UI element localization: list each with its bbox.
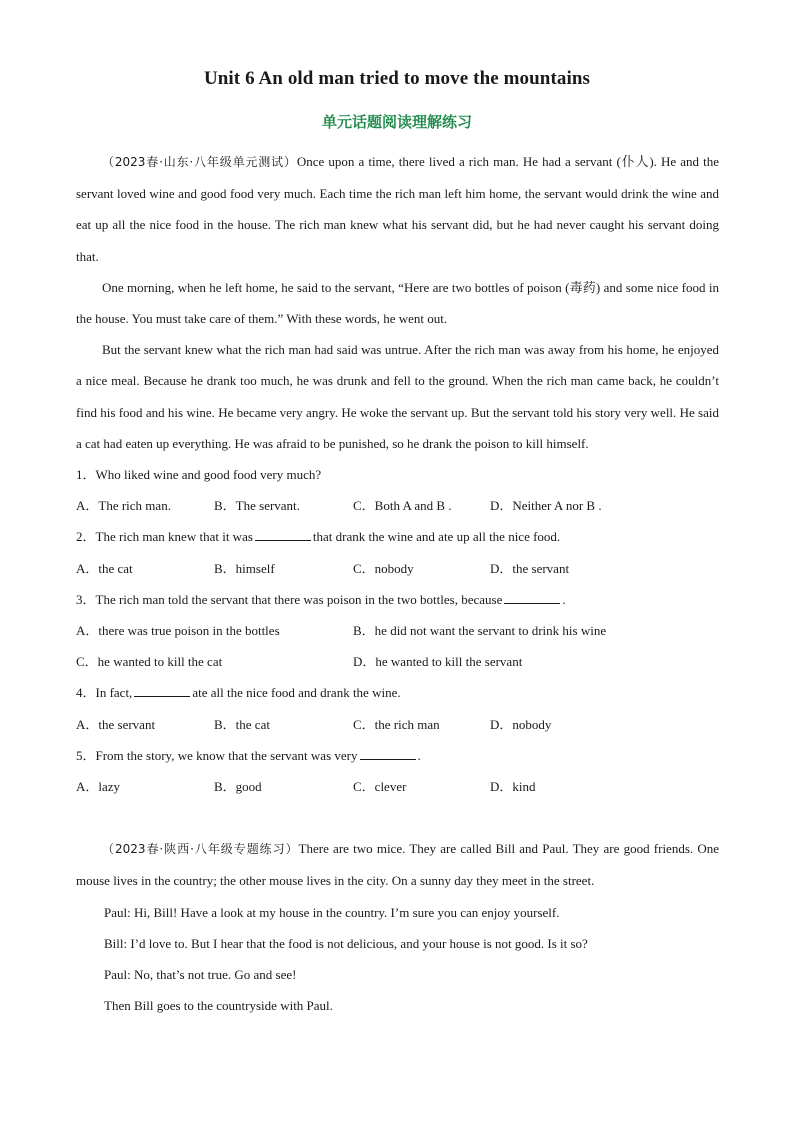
question-3-options-row-2 bbox=[76, 646, 719, 677]
question-2-option-a[interactable]: A．the cat bbox=[76, 560, 133, 576]
question-3-text-before: 3．The rich man told the servant that there was poison in the two bottles, because bbox=[76, 591, 503, 607]
question-4 bbox=[76, 677, 719, 708]
question-2-text-before: 2．The rich man knew that it was bbox=[76, 529, 253, 545]
passage1-text-1: Once upon a time, there lived a rich man. He had a servant (仆人). He and the servant loved wine and good food very much. Each time the rich man left him home, the servant would drink the wine and eat up all the nice food in the house. The rich man knew what his servant did, but he had never caught his servant doing that. bbox=[76, 154, 719, 264]
question-1-text: 1．Who liked wine and good food very much? bbox=[76, 467, 322, 483]
dialog-line: Then Bill goes to the countryside with Paul. bbox=[104, 998, 333, 1014]
question-2-text-after: that drank the wine and ate up all the nice food. bbox=[312, 529, 561, 545]
question-1-option-c[interactable]: C．Both A and B . bbox=[353, 498, 452, 514]
question-2 bbox=[76, 521, 719, 552]
question-2-option-b[interactable]: B．himself bbox=[214, 560, 275, 576]
question-3-options-row-1 bbox=[76, 615, 719, 646]
question-4-option-b[interactable]: B．the cat bbox=[214, 716, 270, 732]
question-2-option-d[interactable]: D．the servant bbox=[490, 560, 570, 576]
question-5-option-c[interactable]: C．clever bbox=[353, 778, 407, 794]
passage1-paragraph-3: But the servant knew what the rich man had said was untrue. After the rich man was away from his home, he enjoyed a nice meal. Because he drank too much, he was drunk and fell to the ground. When the rich man came back, he couldn’t find his food and his wine. He became very angry. He woke the servant up. But the servant told his story very well. He said a cat had eaten up everything. He was afraid to be punished, so he drank the poison to kill himself. bbox=[76, 342, 719, 451]
passage1-source: （2023春·山东·八年级单元测试） bbox=[102, 155, 297, 169]
passage2-intro-text: There are two mice. They are called Bill and Paul. They are good friends. One mouse lives in the country; the other mouse lives in the city. On a sunny day they meet in the street. bbox=[76, 841, 719, 889]
question-4-text-after: ate all the nice food and drank the wine. bbox=[192, 685, 401, 701]
question-1-option-d[interactable]: D．Neither A nor B . bbox=[490, 498, 602, 514]
question-2-options bbox=[76, 553, 719, 584]
question-4-blank[interactable] bbox=[134, 684, 190, 697]
question-4-option-c[interactable]: C．the rich man bbox=[353, 716, 440, 732]
question-3-option-c[interactable]: C．he wanted to kill the cat bbox=[76, 654, 223, 670]
question-3-option-a[interactable]: A．there was true poison in the bottles bbox=[76, 623, 280, 639]
question-4-options bbox=[76, 709, 719, 740]
question-3-option-b[interactable]: B．he did not want the servant to drink his wine bbox=[353, 623, 607, 639]
page-subtitle: 单元话题阅读理解练习 bbox=[321, 113, 472, 131]
question-5-text-before: 5．From the story, we know that the servant was very bbox=[76, 747, 358, 763]
page-title: Unit 6 An old man tried to move the mountains bbox=[203, 68, 591, 89]
passage2-source: （2023春·陕西·八年级专题练习） bbox=[102, 842, 299, 857]
question-3-text-after: . bbox=[562, 591, 566, 607]
question-3 bbox=[76, 584, 719, 615]
question-5-option-b[interactable]: B．good bbox=[214, 778, 262, 794]
passage1-paragraph-2: One morning, when he left home, he said to the servant, “Here are two bottles of poison (毒药) and some nice food in the house. You must take care of them.” With these words, he went out. bbox=[76, 279, 719, 327]
question-5-options bbox=[76, 771, 719, 802]
section-spacer bbox=[76, 802, 719, 833]
question-4-option-a[interactable]: A．the servant bbox=[76, 716, 156, 732]
passage2-intro bbox=[76, 833, 719, 896]
question-1-options bbox=[76, 490, 719, 521]
worksheet-content bbox=[76, 146, 719, 1021]
question-2-blank[interactable] bbox=[255, 528, 311, 541]
question-5-text-after: . bbox=[417, 747, 421, 763]
dialog-line: Paul: Hi, Bill! Have a look at my house in the country. I’m sure you can enjoy yourself. bbox=[104, 904, 560, 920]
question-4-option-d[interactable]: D．nobody bbox=[490, 716, 552, 732]
question-5 bbox=[76, 740, 719, 771]
question-4-text-before: 4．In fact, bbox=[76, 685, 133, 701]
question-5-blank[interactable] bbox=[360, 747, 416, 760]
question-1-option-b[interactable]: B．The servant. bbox=[214, 498, 300, 514]
question-3-blank[interactable] bbox=[504, 591, 560, 604]
passage1-paragraph-1 bbox=[76, 146, 719, 272]
question-5-option-d[interactable]: D．kind bbox=[490, 778, 536, 794]
question-5-option-a[interactable]: A．lazy bbox=[76, 778, 121, 794]
dialog-line: Bill: I’d love to. But I hear that the food is not delicious, and your house is not good. Is it so? bbox=[104, 935, 588, 951]
question-2-option-c[interactable]: C．nobody bbox=[353, 560, 414, 576]
question-3-option-d[interactable]: D．he wanted to kill the servant bbox=[353, 654, 523, 670]
dialog-line: Paul: No, that’s not true. Go and see! bbox=[104, 966, 297, 982]
question-1-option-a[interactable]: A．The rich man. bbox=[76, 498, 171, 514]
question-1 bbox=[76, 459, 719, 490]
